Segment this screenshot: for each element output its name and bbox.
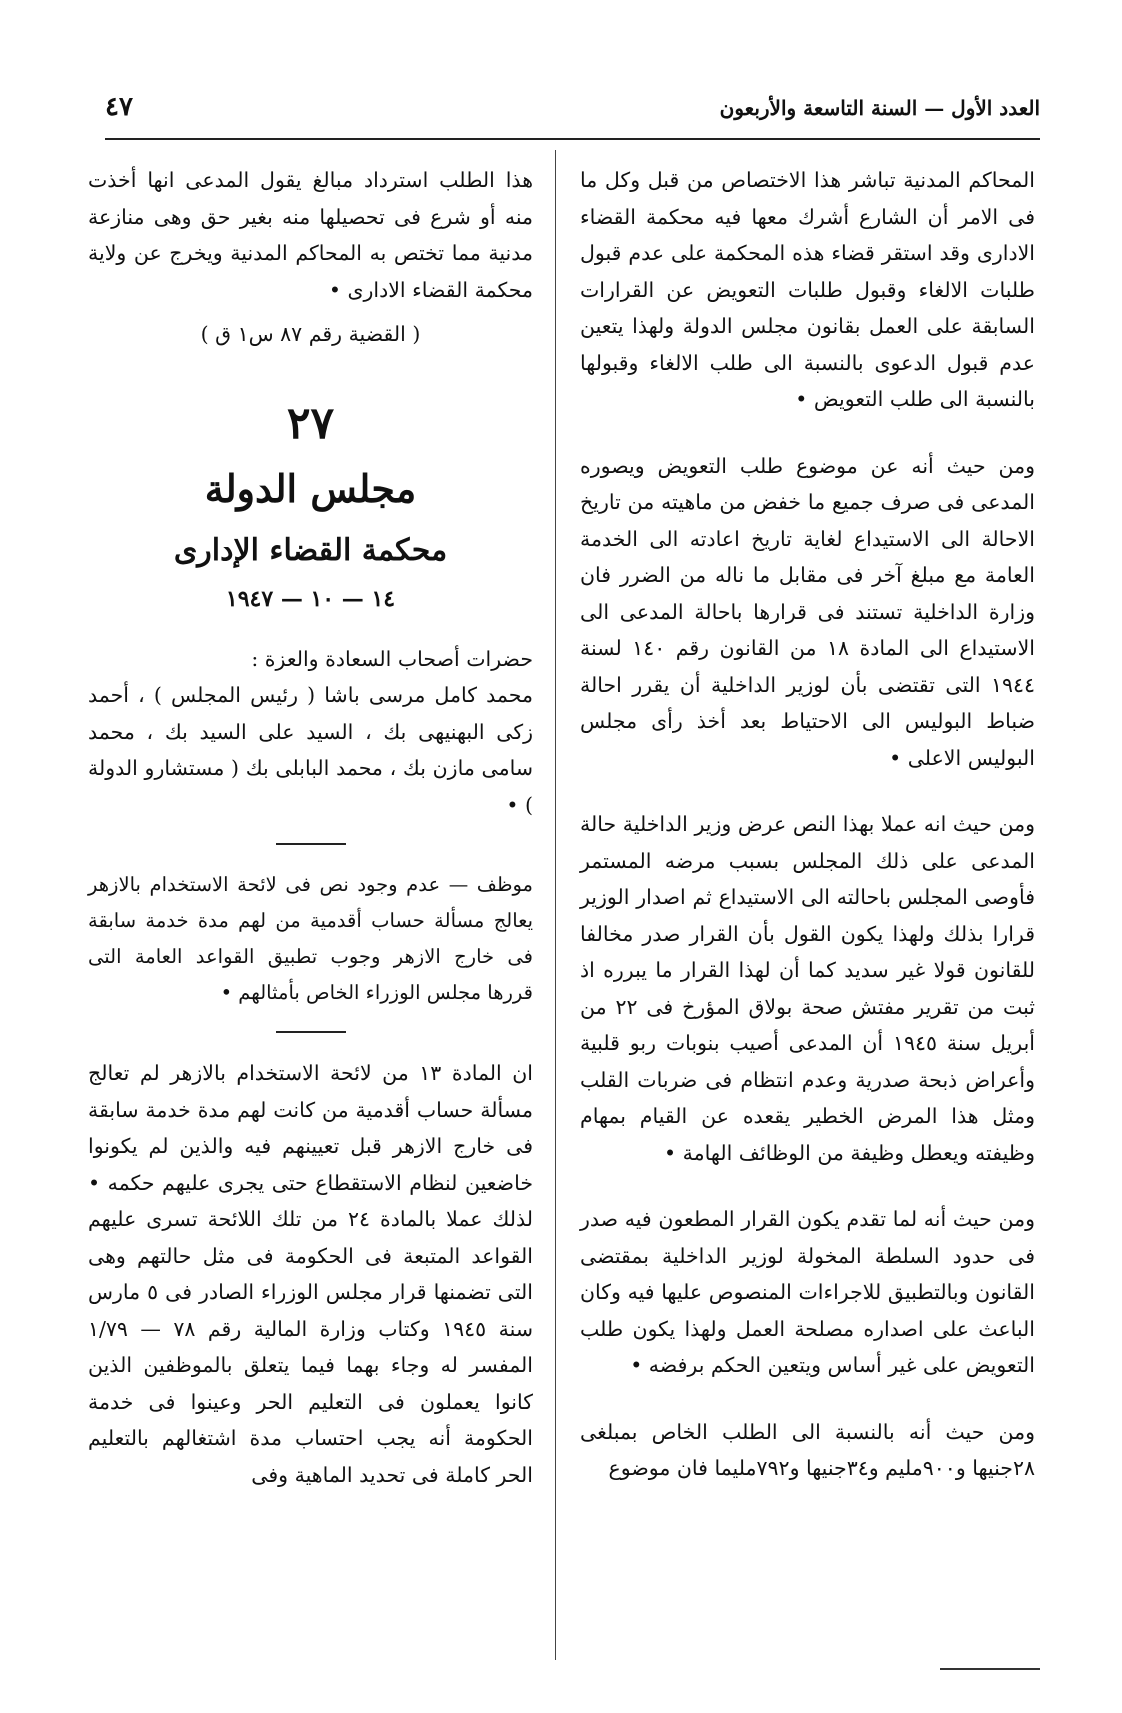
running-title: العدد الأول — السنة التاسعة والأربعون bbox=[719, 96, 1040, 120]
column-divider bbox=[555, 150, 556, 1660]
members-list: محمد كامل مرسى باشا ( رئيس المجلس ) ، أحمد زكى البهنيهى بك ، السيد على السيد بك ، محمد سامى مازن بك ، محمد البابلى بك ( مستشارو الدولة ) • bbox=[88, 683, 533, 817]
right-column bbox=[580, 162, 1035, 1487]
left-column bbox=[88, 162, 533, 1493]
attendance-intro: حضرات أصحاب السعادة والعزة : bbox=[251, 646, 533, 671]
paragraph: ومن حيث أنه بالنسبة الى الطلب الخاص بمبلغى ٢٨جنيها و٩٠٠مليم و٣٤جنيها و٧٩٢مليما فان موضوع bbox=[580, 1419, 1035, 1480]
headnote-summary: موظف — عدم وجود نص فى لائحة الاستخدام بالازهر يعالج مسألة حساب أقدمية من لهم مدة خدمة سابقة فى خارج الازهر وجوب تطبيق القواعد العامة التى قررها مجلس الوزراء الخاص بأمثالهم • bbox=[88, 873, 533, 1004]
case-reference: ( القضية رقم ٨٧ س١ ق ) bbox=[200, 322, 421, 346]
page-number: ٤٧ bbox=[105, 92, 133, 122]
paragraph: المحاكم المدنية تباشر هذا الاختصاص من قبل وكل ما فى الامر أن الشارع أشرك معها فيه محكمة القضاء الادارى وقد استقر قضاء هذه المحكمة على عدم قبول طلبات الالغاء وقبول طلبات التعويض عن القرارات السابقة على العمل بقانون مجلس الدولة ولهذا يتعين عدم قبول الدعوى بالنسبة الى طلب الالغاء وقبولها بالنسبة الى طلب التعويض • bbox=[580, 168, 1035, 411]
paragraph: ومن حيث انه عملا بهذا النص عرض وزير الداخلية حالة المدعى على ذلك المجلس بسبب مرضه المستمر فأوصى المجلس باحالته الى الاستيداع ثم اصدار الوزير قرارا بذلك ولهذا يكون القول بأن القرار صدر مخالفا للقانون قولا غير سديد كما أن لهذا القرار ما يبرره اذ ثبت من تقرير مفتش صحة بولاق المؤرخ فى ٢٢ من أبريل سنة ١٩٤٥ أن المدعى أصيب بنوبات ربو قلبية وأعراض ذبحة صدرية وعدم انتظام فى ضربات القلب ومثل هذا المرض الخطير يقعده عن القيام بمهام وظيفته ويعطل وظيفة من الوظائف الهامة • bbox=[580, 812, 1035, 1165]
decision-number: ٢٧ bbox=[286, 397, 335, 449]
decision-date: ١٤ — ١٠ — ١٩٤٧ bbox=[225, 585, 396, 612]
separator bbox=[276, 1031, 346, 1033]
footer-rule bbox=[940, 1668, 1040, 1670]
paragraph: ومن حيث أنه عن موضوع طلب التعويض ويصوره المدعى فى صرف جميع ما خفض من ماهيته من تاريخ الاحالة الى الاستيداع لغاية تاريخ اعادته الى الخدمة العامة مع مبلغ آخر فى مقابل ما ناله من الضرر فان وزارة الداخلية تستند فى قرارها باحالة المدعى الى الاستيداع الى المادة ١٨ من القانون رقم ١٤٠ لسنة ١٩٤٤ التى تقتضى بأن لوزير الداخلية أن يقرر احالة ضباط البوليس الى الاحتياط بعد أخذ رأى مجلس البوليس الاعلى • bbox=[580, 453, 1035, 770]
paragraph: ان المادة ١٣ من لائحة الاستخدام بالازهر لم تعالج مسألة حساب أقدمية من كانت لهم مدة خدمة سابقة فى خارج الازهر قبل تعيينهم فيه والذين لم يكونوا خاضعين لنظام الاستقطاع حتى يجرى عليهم حكمه • لذلك عملا بالمادة ٢٤ من تلك اللائحة تسرى عليهم القواعد المتبعة فى الحكومة فى مثل حالتهم وهى التى تضمنها قرار مجلس الوزراء الصادر فى ٥ مارس سنة ١٩٤٥ وكتاب وزارة المالية رقم ٧٨ — ١/٧٩ المفسر له وجاء بهما فيما يتعلق بالموظفين الذين كانوا يعملون فى التعليم الحر وعينوا فى خدمة الحكومة أنه يجب احتساب مدة اشتغالهم بالتعليم الحر كاملة فى تحديد الماهية وفى bbox=[88, 1061, 534, 1487]
council-title: مجلس الدولة bbox=[204, 465, 417, 511]
court-title: محكمة القضاء الإدارى bbox=[173, 532, 448, 568]
header-rule bbox=[105, 138, 1040, 140]
separator bbox=[276, 843, 346, 845]
paragraph: ومن حيث أنه لما تقدم يكون القرار المطعون فيه صدر فى حدود السلطة المخولة لوزير الداخلية بمقتضى القانون وبالتطبيق للاجراءات المنصوص عليها فيه وكان الباعث على اصداره مصلحة العمل ولهذا يكون طلب التعويض على غير أساس ويتعين الحكم برفضه • bbox=[580, 1207, 1035, 1377]
paragraph: هذا الطلب استرداد مبالغ يقول المدعى انها أخذت منه أو شرع فى تحصيلها منه بغير حق وهى منازعة مدنية مما تختص به المحاكم المدنية ويخرج عن ولاية محكمة القضاء الادارى • bbox=[88, 168, 533, 302]
page-header bbox=[105, 92, 1040, 132]
